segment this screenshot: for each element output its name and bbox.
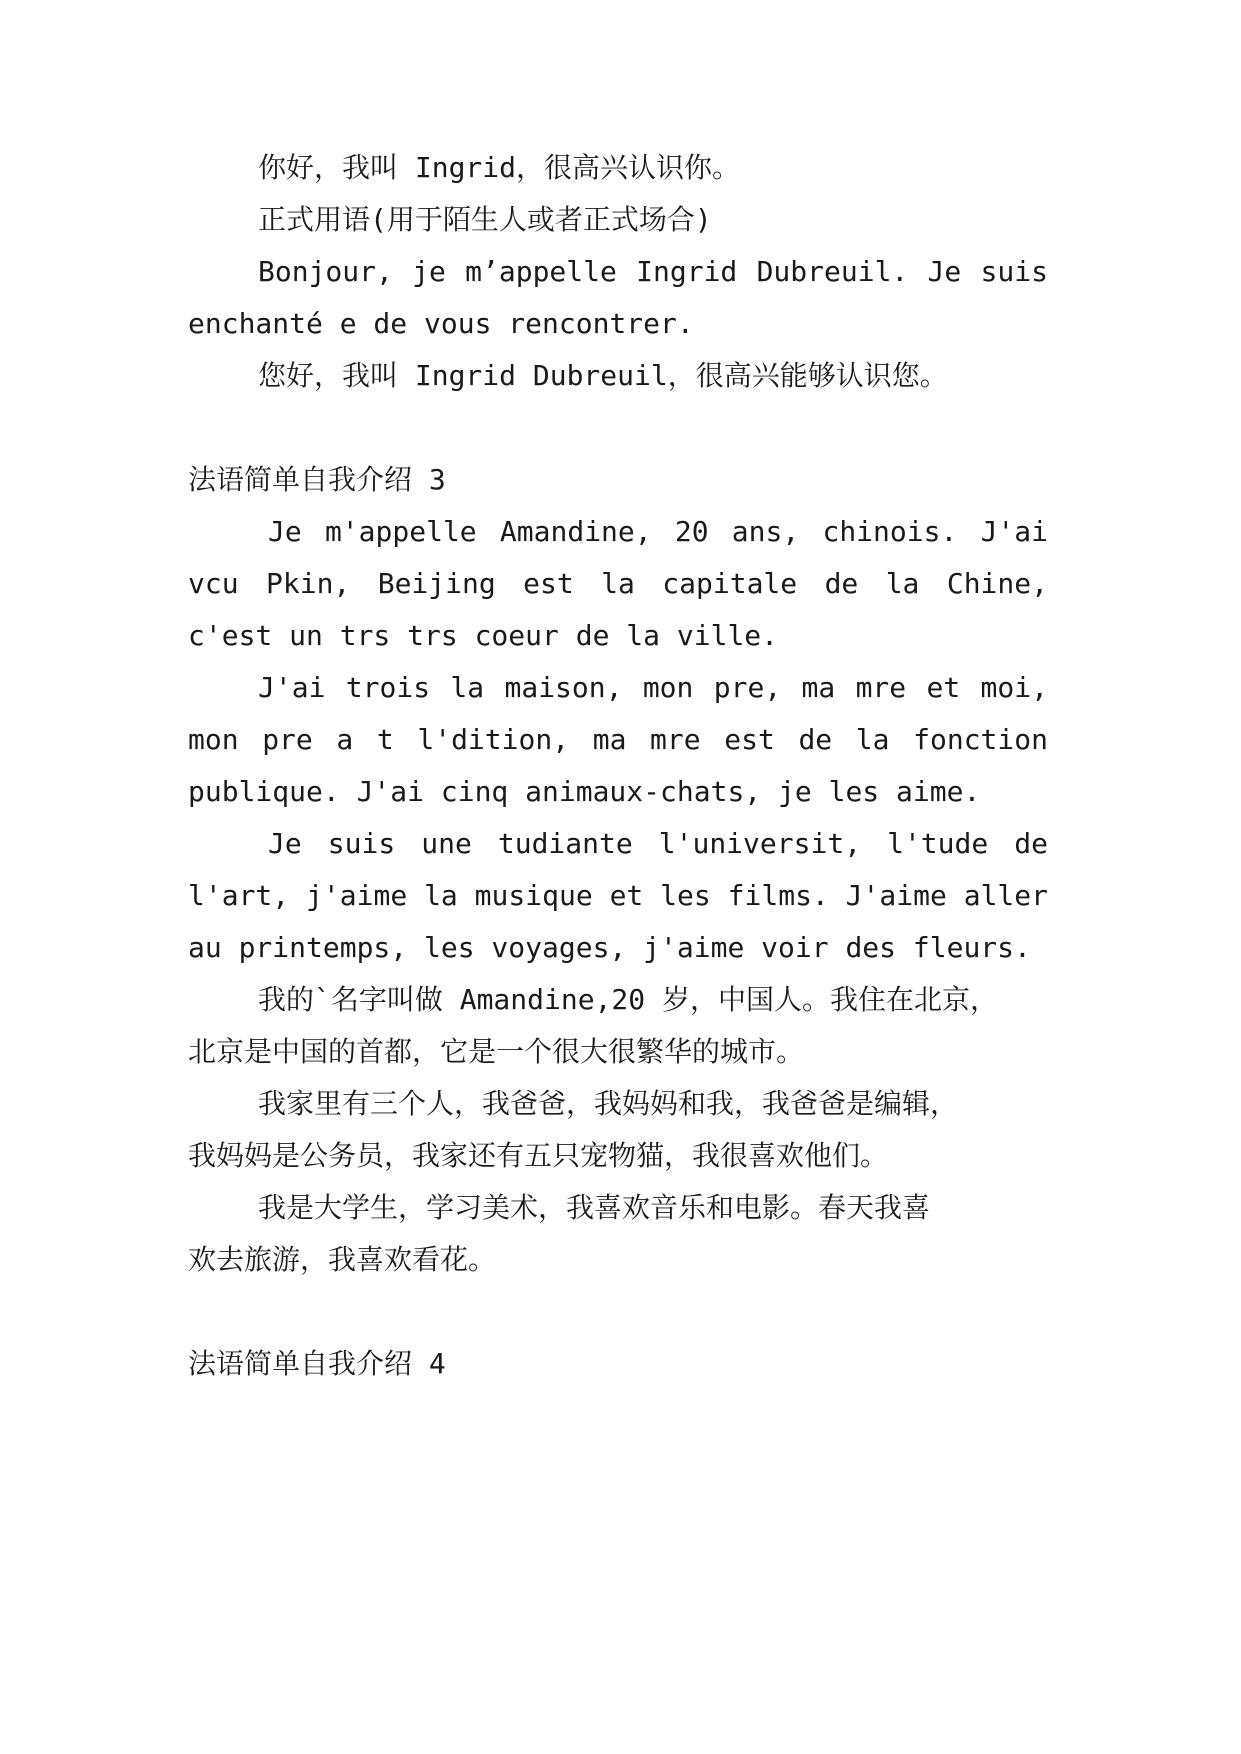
paragraph-formal-french-line2: enchanté e de vous rencontrer. <box>188 307 694 340</box>
paragraph-zh2-line2: 我妈妈是公务员，我家还有五只宠物猫，我很喜欢他们。 <box>188 1139 889 1172</box>
paragraph-zh1-line1: 我的`名字叫做 Amandine,20 岁，中国人。我住在北京， <box>258 983 999 1016</box>
paragraph-zh1-line2: 北京是中国的首都，它是一个很大很繁华的城市。 <box>188 1035 805 1068</box>
paragraph-formal-french-line1: Bonjour, je m’appelle Ingrid Dubreuil. Je suis <box>258 255 1048 288</box>
section-heading-3: 法语简单自我介绍 3 <box>188 463 446 496</box>
paragraph-fr1-line3: c'est un trs trs coeur de la ville. <box>188 619 779 652</box>
paragraph-fr3-line3: au printemps, les voyages, j'aime voir des fleurs. <box>188 931 1031 964</box>
paragraph-formal-chinese: 您好，我叫 Ingrid Dubreuil，很高兴能够认识您。 <box>258 359 948 392</box>
paragraph-zh3-line1: 我是大学生，学习美术，我喜欢音乐和电影。春天我喜 <box>258 1191 931 1224</box>
paragraph-fr2-line3: publique. J'ai cinq animaux-chats, je les aime. <box>188 775 981 808</box>
paragraph-fr1-line1: Je m'appelle Amandine, 20 ans, chinois. J'ai <box>268 515 1048 548</box>
paragraph-formal-label: 正式用语(用于陌生人或者正式场合) <box>258 203 712 236</box>
paragraph-fr1-line2: vcu Pkin, Beijing est la capitale de la Chine, <box>188 567 1048 600</box>
paragraph-zh2-line1: 我家里有三个人，我爸爸，我妈妈和我，我爸爸是编辑， <box>258 1087 959 1120</box>
paragraph-fr3-line2: l'art, j'aime la musique et les films. J'aime aller <box>188 879 1048 912</box>
paragraph-zh3-line2: 欢去旅游，我喜欢看花。 <box>188 1243 497 1276</box>
paragraph-fr2-line2: mon pre a t l'dition, ma mre est de la fonction <box>188 723 1048 756</box>
paragraph-greeting-informal: 你好，我叫 Ingrid，很高兴认识你。 <box>258 151 741 184</box>
paragraph-fr3-line1: Je suis une tudiante l'universit, l'tude de <box>268 827 1048 860</box>
section-heading-4: 法语简单自我介绍 4 <box>188 1347 446 1380</box>
paragraph-fr2-line1: J'ai trois la maison, mon pre, ma mre et moi, <box>258 671 1048 704</box>
